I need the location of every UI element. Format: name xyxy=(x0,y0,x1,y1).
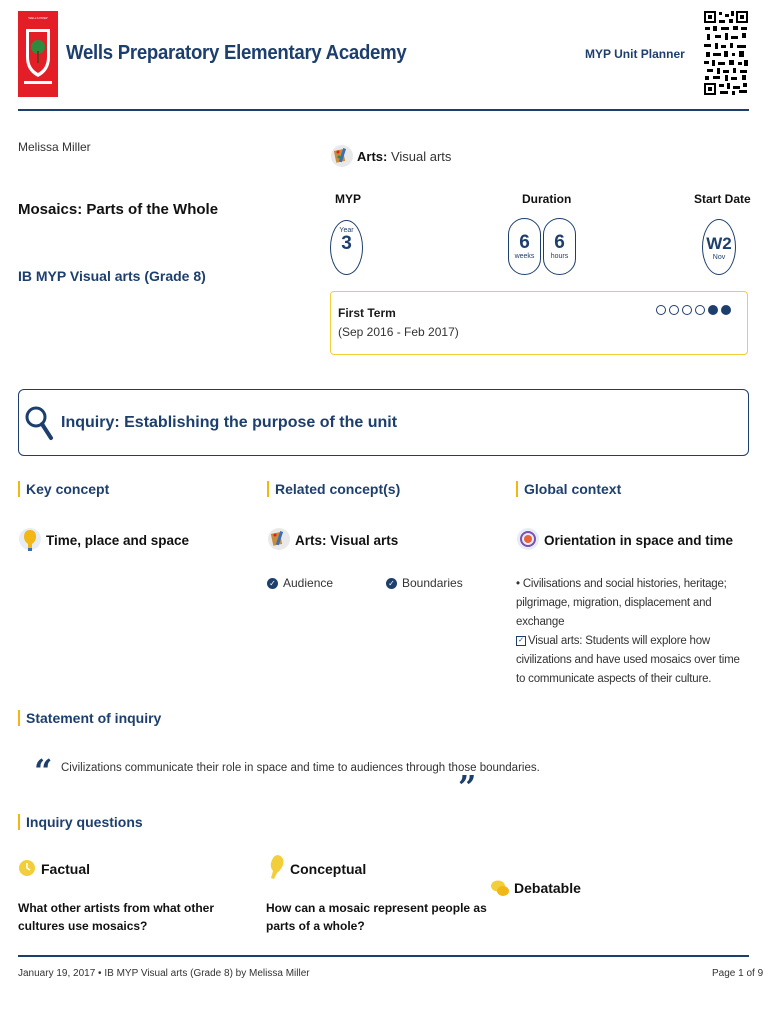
start-date-badge xyxy=(702,219,736,275)
term-progress xyxy=(656,305,731,315)
close-quote-icon: ” xyxy=(458,768,477,806)
qr-code-icon xyxy=(703,10,749,96)
palette-icon xyxy=(330,142,354,170)
term-dates: (Sep 2016 - Feb 2017) xyxy=(338,325,459,339)
speech-bubbles-icon xyxy=(490,876,510,902)
svg-text:WELLS PREP: WELLS PREP xyxy=(28,16,48,20)
key-concept-value: Time, place and space xyxy=(46,533,190,548)
orbit-icon xyxy=(516,525,540,557)
checkbox-icon: ✓ xyxy=(516,636,526,646)
conceptual-label: Conceptual xyxy=(290,861,367,877)
lightbulb-icon xyxy=(18,525,42,557)
weeks-value: 6 xyxy=(519,232,530,253)
duration-label: Duration xyxy=(522,192,572,206)
global-context-value: Orientation in space and time xyxy=(544,533,734,548)
clock-icon xyxy=(18,855,38,881)
check-icon: ✓ xyxy=(267,578,278,589)
school-name: Wells Preparatory Elementary Academy xyxy=(66,42,407,64)
footer-info: January 19, 2017 • IB MYP Visual arts (Grade 8) by Melissa Miller xyxy=(18,968,310,979)
related-concept-value: Arts: Visual arts xyxy=(295,533,399,548)
related-concepts-heading: Related concept(s) xyxy=(267,481,400,497)
statement-text: Civilizations communicate their role in space and time to audiences through those boundaries. xyxy=(61,762,540,774)
factual-label: Factual xyxy=(41,861,91,877)
hours-label: hours xyxy=(550,253,569,260)
planner-label: MYP Unit Planner xyxy=(585,47,685,61)
related-item-label: Boundaries xyxy=(402,576,463,590)
term-progress-dot xyxy=(695,305,705,315)
check-icon: ✓ xyxy=(386,578,397,589)
term-progress-dot xyxy=(656,305,666,315)
inquiry-label: Inquiry: xyxy=(61,414,120,431)
inquiry-purpose: Establishing the purpose of the unit xyxy=(124,414,398,431)
year-top-label: Year xyxy=(339,227,354,234)
subject-value: Visual arts xyxy=(390,149,452,164)
factual-question: What other artists from what other cultures use mosaics? xyxy=(18,901,215,933)
course-link[interactable]: IB MYP Visual arts (Grade 8) xyxy=(18,268,206,284)
term-name: First Term xyxy=(338,306,396,320)
term-progress-dot xyxy=(708,305,718,315)
myp-label: MYP xyxy=(335,192,362,206)
global-context-description xyxy=(516,575,748,689)
hours-badge xyxy=(543,218,576,275)
header-divider xyxy=(18,109,749,111)
term-progress-dot xyxy=(669,305,679,315)
lightbulb-icon xyxy=(266,853,286,879)
page-number: Page 1 of 9 xyxy=(712,968,764,979)
palette-icon xyxy=(267,525,291,557)
statement-heading: Statement of inquiry xyxy=(18,710,161,726)
inquiry-questions-heading: Inquiry questions xyxy=(18,814,143,830)
related-item-label: Audience xyxy=(283,576,334,590)
subject-label: Arts: xyxy=(357,149,388,164)
term-progress-dot xyxy=(682,305,692,315)
footer-divider xyxy=(18,955,749,957)
hours-value: 6 xyxy=(554,232,565,253)
magnifier-icon xyxy=(24,402,54,448)
global-context-heading: Global context xyxy=(516,481,621,497)
weeks-label: weeks xyxy=(514,253,535,260)
teacher-name: Melissa Miller xyxy=(18,140,91,154)
start-week: W2 xyxy=(706,234,732,253)
global-context-line1: • Civilisations and social histories, heritage; pilgrimage, migration, displacement and exchange xyxy=(516,578,727,628)
term-progress-dot xyxy=(721,305,731,315)
key-concept-heading: Key concept xyxy=(18,481,109,497)
term-card xyxy=(330,291,748,355)
inquiry-title xyxy=(61,414,397,432)
year-badge xyxy=(330,220,363,275)
related-item-audience xyxy=(267,576,333,590)
conceptual-question: How can a mosaic represent people as parts of a whole? xyxy=(266,901,487,933)
debatable-label: Debatable xyxy=(514,880,581,896)
global-context-line2: Visual arts: Students will explore how civilizations and have used mosaics over time to communicate aspects of their culture. xyxy=(516,635,740,685)
open-quote-icon: “ xyxy=(34,752,53,790)
related-item-boundaries xyxy=(386,576,463,590)
unit-title: Mosaics: Parts of the Whole xyxy=(18,201,219,218)
start-month: Nov xyxy=(712,254,726,261)
start-date-label: Start Date xyxy=(694,192,751,206)
weeks-badge xyxy=(508,218,541,275)
subject xyxy=(357,149,451,164)
school-logo xyxy=(18,11,58,97)
year-value: 3 xyxy=(341,233,352,254)
